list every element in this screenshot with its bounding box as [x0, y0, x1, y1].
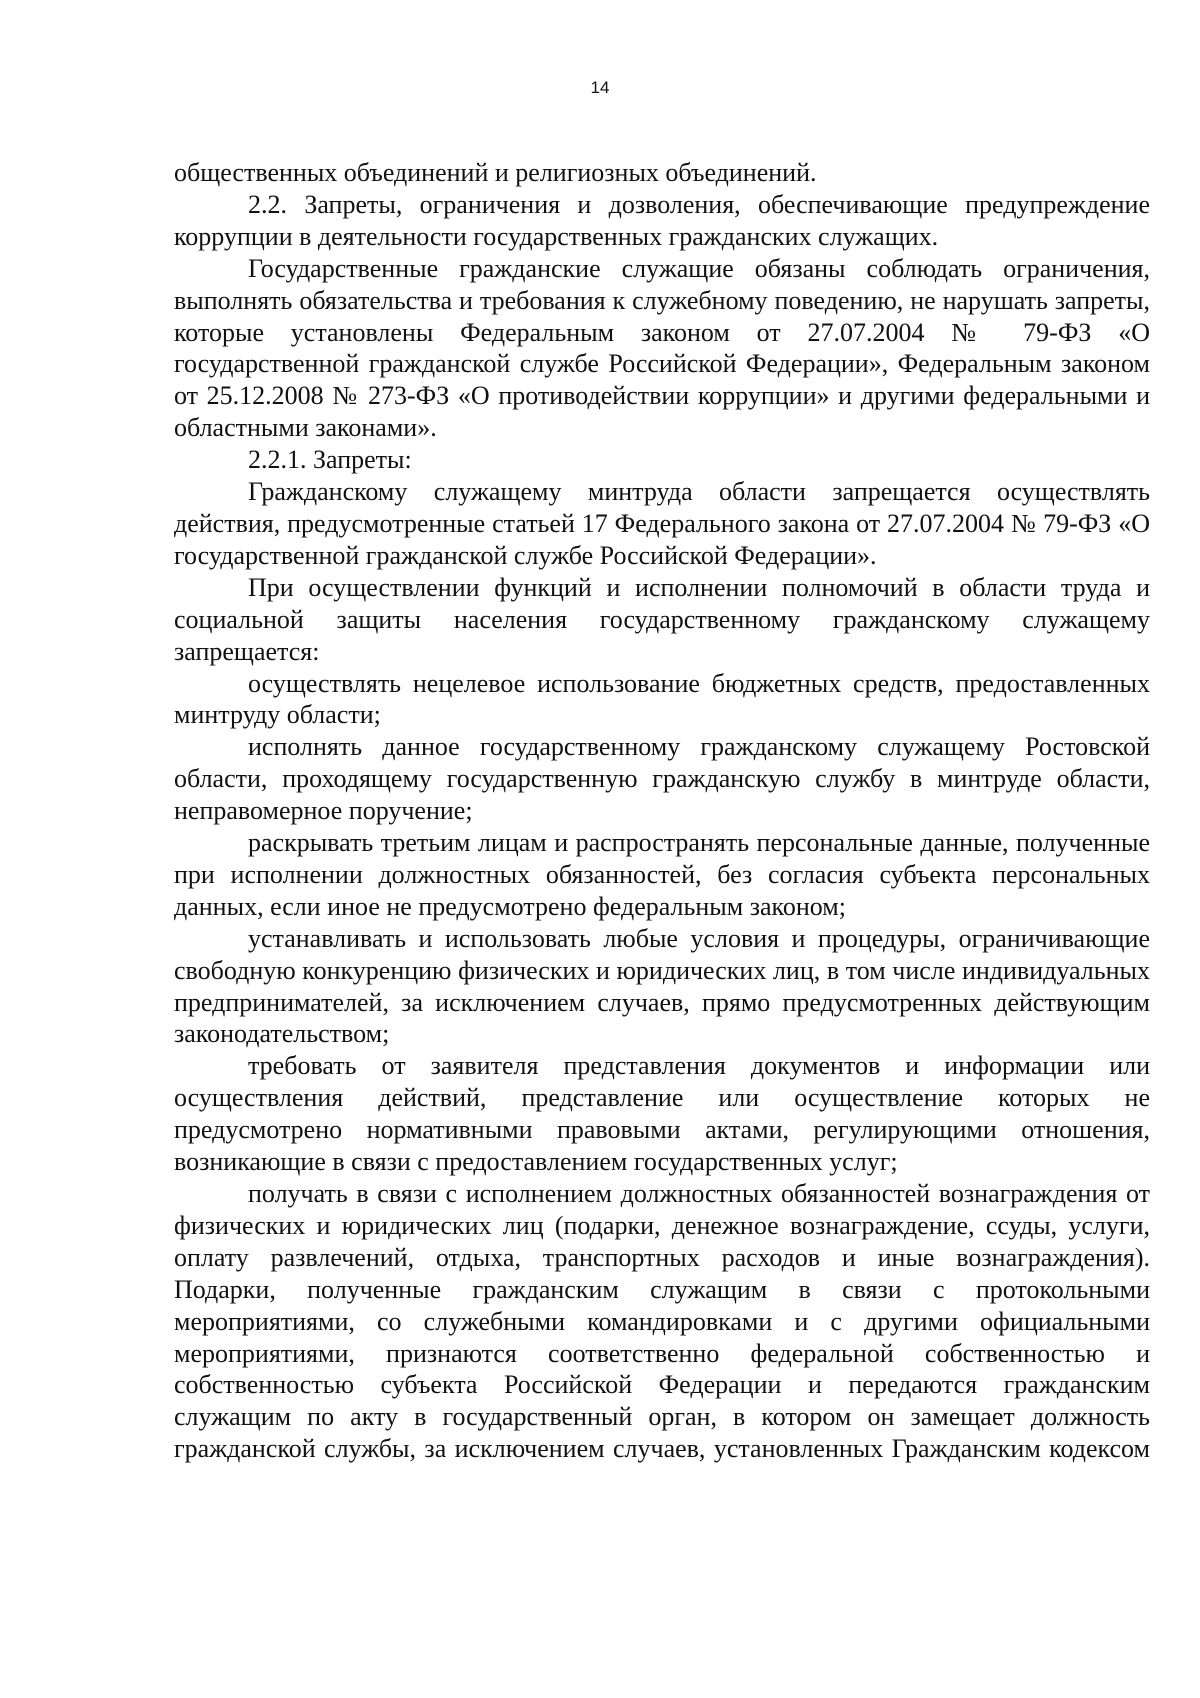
- paragraph: Государственные гражданские служащие обязаны соблюдать ограничения, выполнять обязательства и требования к служебному поведению, не нарушать запреты, которые установлены Федеральным законом от 27.07.2004 № 79-ФЗ «О государственной гражданской службе Российской Федерации», Федеральным законом от 25.12.2008 № 273-ФЗ «О противодействии коррупции» и другими федеральными и областными законами».: [174, 253, 1150, 443]
- page-number: 14: [590, 78, 610, 97]
- paragraph: При осуществлении функций и исполнении полномочий в области труда и социальной защиты населения государственному гражданскому служащему запрещается:: [174, 572, 1150, 666]
- paragraph: 2.2. Запреты, ограничения и дозволения, обеспечивающие предупреждение коррупции в деятельности государственных гражданских служащих.: [174, 189, 1150, 251]
- paragraph: Гражданскому служащему минтруда области запрещается осуществлять действия, предусмотренные статьей 17 Федерального закона от 27.07.2004 № 79-ФЗ «О государственной гражданской службе Российской Федерации».: [174, 477, 1150, 570]
- paragraph: осуществлять нецелевое использование бюджетных средств, предоставленных минтруду области;: [174, 668, 1150, 730]
- paragraph: раскрывать третьим лицам и распространять персональные данные, полученные при исполнении должностных обязанностей, без согласия субъекта персональных данных, если иное не предусмотрено федеральным законом;: [174, 828, 1150, 921]
- paragraph: исполнять данное государственному гражданскому служащему Ростовской области, проходящему государственную гражданскую службу в минтруде области, неправомерное поручение;: [174, 732, 1150, 826]
- paragraph: получать в связи с исполнением должностных обязанностей вознаграждения от физических и юридических лиц (подарки, денежное вознаграждение, ссуды, услуги, оплату развлечений, отдыха, транспортных расходов и иные вознаграждения). Подарки, полученные гражданским служащим в связи с протокольными мероприятиями, со служебными командировками и с другими официальными мероприятиями, признаются соответственно федеральной собственностью и собственностью субъекта Российской Федерации и передаются гражданским служащим по акту в государственный орган, в котором он замещает должность гражданской службы, за исключением случаев, установленных Гражданским кодексом: [174, 1179, 1150, 1464]
- paragraph: требовать от заявителя представления документов и информации или осуществления действий, представление или осуществление которых не предусмотрено нормативными правовыми актами, регулирующими отношения, возникающие в связи с предоставлением государственных услуг;: [174, 1051, 1150, 1177]
- paragraph: устанавливать и использовать любые условия и процедуры, ограничивающие свободную конкуренцию физических и юридических лиц, в том числе индивидуальных предпринимателей, за исключением случаев, прямо предусмотренных действующим законодательством;: [174, 923, 1150, 1049]
- document-body: [174, 157, 1150, 1465]
- paragraph: 2.2.1. Запреты:: [248, 445, 412, 475]
- paragraph: общественных объединений и религиозных объединений.: [174, 158, 817, 187]
